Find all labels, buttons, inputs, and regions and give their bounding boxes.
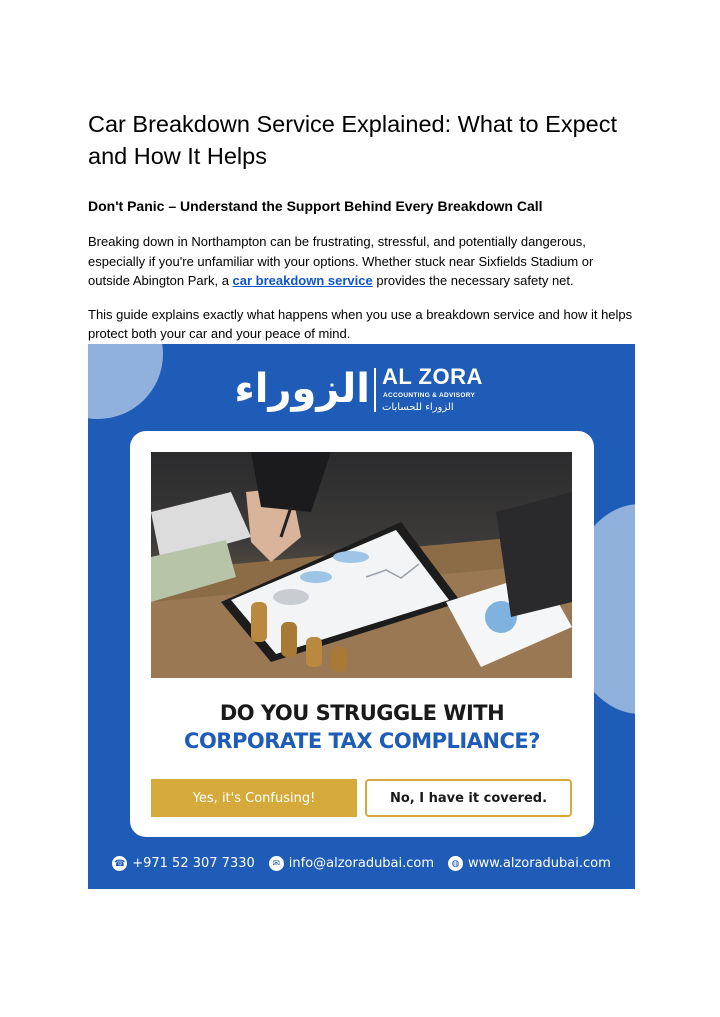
phone-icon: ☎ bbox=[112, 856, 127, 871]
guide-paragraph: This guide explains exactly what happens when you use a breakdown service and how it helps protect both your car and your peace of mind. bbox=[88, 306, 633, 341]
accounting-photo-illustration bbox=[151, 452, 572, 678]
article bbox=[88, 108, 638, 344]
al-zora-logo bbox=[234, 362, 498, 422]
yes-confusing-button[interactable]: Yes, it's Confusing! bbox=[151, 779, 357, 817]
decor-circle-top-left bbox=[88, 344, 163, 419]
email-icon: ✉ bbox=[269, 856, 284, 871]
headline-line-1: DO YOU STRUGGLE WITH bbox=[219, 701, 505, 725]
logo-tagline: ACCOUNTING & ADVISORY bbox=[383, 392, 476, 399]
email-contact[interactable] bbox=[269, 856, 434, 871]
page-title: Car Breakdown Service Explained: What to Expect and How It Helps bbox=[88, 111, 618, 169]
logo-name: AL ZORA bbox=[382, 364, 483, 389]
email-address: info@alzoradubai.com bbox=[288, 856, 435, 871]
intro-text-end: provides the necessary safety net. bbox=[372, 273, 574, 288]
headline-line-2: CORPORATE TAX COMPLIANCE? bbox=[184, 729, 540, 753]
website-contact[interactable] bbox=[448, 856, 611, 871]
no-covered-button[interactable]: No, I have it covered. bbox=[365, 779, 572, 817]
logo-divider bbox=[374, 368, 376, 412]
contact-bar bbox=[88, 856, 635, 871]
logo-arabic-subtitle: الزوراء للحسابات bbox=[382, 402, 454, 413]
ad-banner[interactable] bbox=[88, 344, 635, 889]
logo-arabic-text: الزوراء bbox=[234, 366, 370, 412]
intro-text-start: Breaking down in Northampton can be frustrating, stressful, and potentially dangerous, especially if you're unfamiliar with your options. Whether stuck near Sixfields Stadium or outside Abington Park, a bbox=[88, 234, 594, 288]
article-subtitle: Don't Panic – Understand the Support Behind Every Breakdown Call bbox=[88, 198, 543, 214]
globe-icon: ◍ bbox=[448, 856, 463, 871]
website-url: www.alzoradubai.com bbox=[468, 856, 611, 871]
car-breakdown-service-link[interactable]: car breakdown service bbox=[232, 273, 373, 288]
intro-paragraph bbox=[88, 232, 638, 291]
phone-contact[interactable] bbox=[112, 856, 255, 871]
ad-card bbox=[130, 431, 594, 837]
accounting-photo bbox=[151, 452, 572, 678]
phone-number: +971 52 307 7330 bbox=[132, 856, 255, 871]
